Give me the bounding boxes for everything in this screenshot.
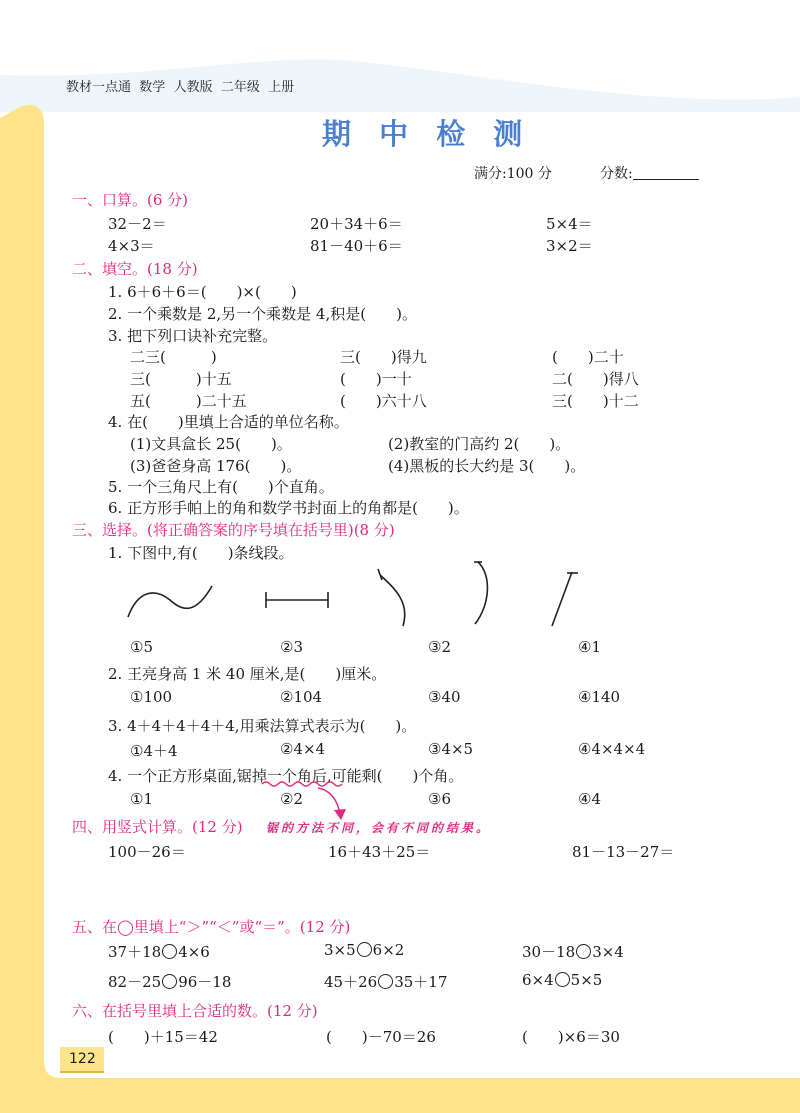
hint-note: 锯的方法不同，会有不同的结果。 — [266, 821, 492, 835]
fill-number-item: ( )×6＝30 — [522, 1028, 620, 1046]
choice-question-1: 1. 下图中,有( )条线段。 — [108, 544, 294, 562]
compare-item — [324, 971, 447, 992]
rhyme-item: 二三( ) — [130, 348, 217, 366]
unit-item: (2)教室的门高约 2( )。 — [388, 435, 571, 453]
choice-question-2: 2. 王亮身高 1 米 40 厘米,是( )厘米。 — [108, 665, 387, 683]
compare-right: 96－18 — [178, 973, 232, 991]
fill-question-2: 2. 一个乘数是 2,另一个乘数是 4,积是( )。 — [108, 305, 417, 323]
compare-item — [108, 941, 210, 962]
question-4-start: 4. 一个正方形桌面, — [108, 767, 237, 785]
full-score: 满分:100 分 — [474, 166, 552, 182]
rhyme-item: 三( )十二 — [552, 392, 639, 410]
unit-item: (3)爸爸身高 176( )。 — [130, 457, 302, 475]
header-term: 上册 — [268, 80, 295, 95]
section-6-heading: 六、在括号里填上合适的数。(12 分) — [72, 1002, 318, 1020]
compare-left: 37＋18 — [108, 943, 162, 961]
fill-question-4: 4. 在( )里填上合适的单位名称。 — [108, 413, 349, 431]
oral-item: 5×4＝ — [546, 215, 593, 233]
page-title: 期 中 检 测 — [322, 117, 532, 151]
option[interactable]: ④140 — [578, 688, 621, 706]
fill-question-3: 3. 把下列口诀补充完整。 — [108, 327, 278, 345]
vertical-calc-item: 16＋43＋25＝ — [328, 843, 431, 861]
fill-number-item: ( )＋15＝42 — [108, 1028, 218, 1046]
score-label: 分数: — [600, 166, 633, 182]
compare-item — [522, 941, 624, 962]
fill-question-5: 5. 一个三角尺上有( )个直角。 — [108, 478, 334, 496]
unit-item: (4)黑板的长大约是 3( )。 — [388, 457, 586, 475]
section-1-heading: 一、口算。(6 分) — [72, 191, 189, 209]
oral-item: 4×3＝ — [108, 237, 155, 255]
choice-question-3: 3. 4＋4＋4＋4＋4,用乘法算式表示为( )。 — [108, 717, 417, 735]
option[interactable]: ④1 — [578, 638, 601, 656]
option[interactable]: ③40 — [428, 688, 461, 706]
compare-left: 30－18 — [522, 943, 576, 961]
compare-item — [324, 941, 404, 959]
fill-question-6: 6. 正方形手帕上的角和数学书封面上的角都是( )。 — [108, 499, 469, 517]
option[interactable]: ②2 — [280, 790, 303, 808]
header-book: 教材一点通 — [66, 80, 132, 95]
rhyme-item: ( )六十八 — [340, 392, 427, 410]
option[interactable]: ②3 — [280, 638, 303, 656]
rhyme-item: 三( )得九 — [340, 348, 427, 366]
compare-left: 45＋26 — [324, 973, 378, 991]
vertical-calc-item: 100－26＝ — [108, 843, 186, 861]
option[interactable]: ④4×4×4 — [578, 740, 646, 758]
fill-question-1: 1. 6＋6＋6＝( )×( ) — [108, 283, 297, 301]
unit-item: (1)文具盒长 25( )。 — [130, 435, 292, 453]
rhyme-item: 二( )得八 — [552, 370, 639, 388]
question-4-end: 后,可能剩( )个角。 — [311, 767, 464, 785]
compare-left: 82－25 — [108, 973, 162, 991]
option[interactable]: ③6 — [428, 790, 451, 808]
compare-left: 6×4 — [522, 971, 554, 989]
rhyme-item: ( )二十 — [552, 348, 624, 366]
option[interactable]: ③2 — [428, 638, 451, 656]
compare-right: 35＋17 — [394, 973, 448, 991]
header-subject: 数学 — [139, 80, 166, 95]
rhyme-item: ( )一十 — [340, 370, 412, 388]
compare-right: 3×4 — [592, 943, 624, 961]
compare-circle[interactable] — [576, 944, 591, 959]
section-3-heading: 三、选择。(将正确答案的序号填在括号里)(8 分) — [72, 521, 395, 539]
option[interactable]: ②4×4 — [280, 740, 326, 758]
option[interactable]: ①100 — [130, 688, 173, 706]
oral-item: 81－40＋6＝ — [310, 237, 403, 255]
compare-right: 5×5 — [570, 971, 603, 989]
option[interactable]: ①1 — [130, 790, 153, 808]
option[interactable]: ①5 — [130, 638, 153, 656]
section-4-heading: 四、用竖式计算。(12 分) — [72, 818, 243, 836]
compare-left: 3×5 — [324, 941, 356, 959]
wavy-underline — [262, 782, 342, 786]
option[interactable]: ②104 — [280, 688, 323, 706]
compare-right: 4×6 — [178, 943, 210, 961]
rhyme-item: 三( )十五 — [130, 370, 232, 388]
rhyme-item: 五( )二十五 — [130, 392, 247, 410]
compare-circle[interactable] — [162, 974, 177, 989]
highlight-phrase: 锯掉一个角 — [236, 767, 312, 785]
compare-circle[interactable] — [555, 972, 570, 987]
header-grade: 二年级 — [220, 80, 260, 95]
compare-item — [108, 971, 231, 992]
option[interactable]: ④4 — [578, 790, 601, 808]
compare-right: 6×2 — [372, 941, 405, 959]
oral-item: 3×2＝ — [546, 237, 593, 255]
section-5-heading: 五、在◯里填上“＞”“＜”或“＝”。(12 分) — [72, 918, 351, 936]
page-number: 122 — [69, 1051, 96, 1067]
oral-item: 20＋34＋6＝ — [310, 215, 403, 233]
section-2-heading: 二、填空。(18 分) — [72, 260, 198, 278]
option[interactable]: ①4＋4 — [130, 742, 178, 760]
fill-number-item: ( )－70＝26 — [326, 1028, 436, 1046]
compare-item — [522, 971, 602, 989]
compare-circle[interactable] — [357, 942, 372, 957]
header-edition: 人教版 — [173, 80, 213, 95]
oral-item: 32－2＝ — [108, 215, 167, 233]
option[interactable]: ③4×5 — [428, 740, 474, 758]
compare-circle[interactable] — [378, 974, 393, 989]
vertical-calc-item: 81－13－27＝ — [572, 843, 675, 861]
compare-circle[interactable] — [162, 944, 177, 959]
